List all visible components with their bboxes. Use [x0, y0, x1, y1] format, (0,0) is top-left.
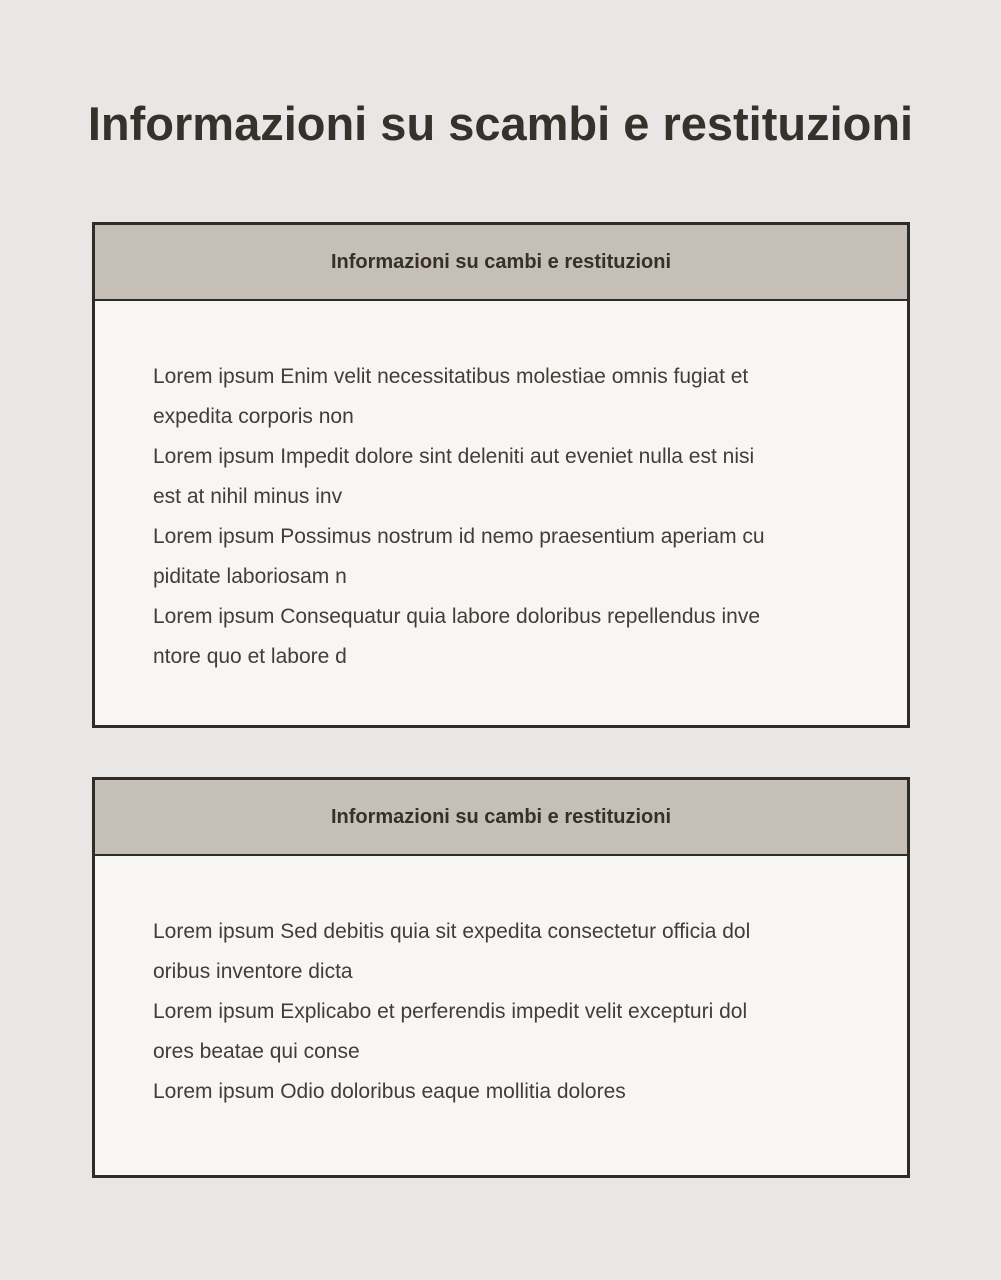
text-line: ntore quo et labore d	[153, 645, 347, 668]
panel-2-header	[95, 780, 907, 856]
text-line: est at nihil minus inv	[153, 485, 343, 508]
text-line: Lorem ipsum Enim velit necessitatibus molestiae omnis fugiat et	[153, 365, 749, 388]
info-panel-2	[92, 777, 910, 1178]
page-title: Informazioni su scambi e restituzioni	[87, 97, 914, 150]
text-line: Lorem ipsum Odio doloribus eaque mollitia dolores	[153, 1080, 626, 1103]
panel-1-header-label: Informazioni su cambi e restituzioni	[330, 250, 672, 273]
text-line: piditate laboriosam n	[153, 565, 347, 588]
text-line: ores beatae qui conse	[153, 1040, 360, 1063]
text-line: Lorem ipsum Sed debitis quia sit expedita consectetur officia dol	[153, 920, 751, 943]
info-panel-1	[92, 222, 910, 728]
text-line: oribus inventore dicta	[153, 960, 353, 983]
panel-2-body	[95, 856, 907, 1112]
panel-1-header	[95, 225, 907, 301]
text-line: Lorem ipsum Explicabo et perferendis impedit velit excepturi dol	[153, 1000, 748, 1023]
text-line: Lorem ipsum Consequatur quia labore doloribus repellendus inve	[153, 605, 761, 628]
panel-1-body	[95, 301, 907, 677]
text-line: Lorem ipsum Impedit dolore sint deleniti aut eveniet nulla est nisi	[153, 445, 755, 468]
text-line: Lorem ipsum Possimus nostrum id nemo praesentium aperiam cu	[153, 525, 765, 548]
panel-2-header-label: Informazioni su cambi e restituzioni	[330, 805, 672, 828]
text-line: expedita corporis non	[153, 405, 354, 428]
